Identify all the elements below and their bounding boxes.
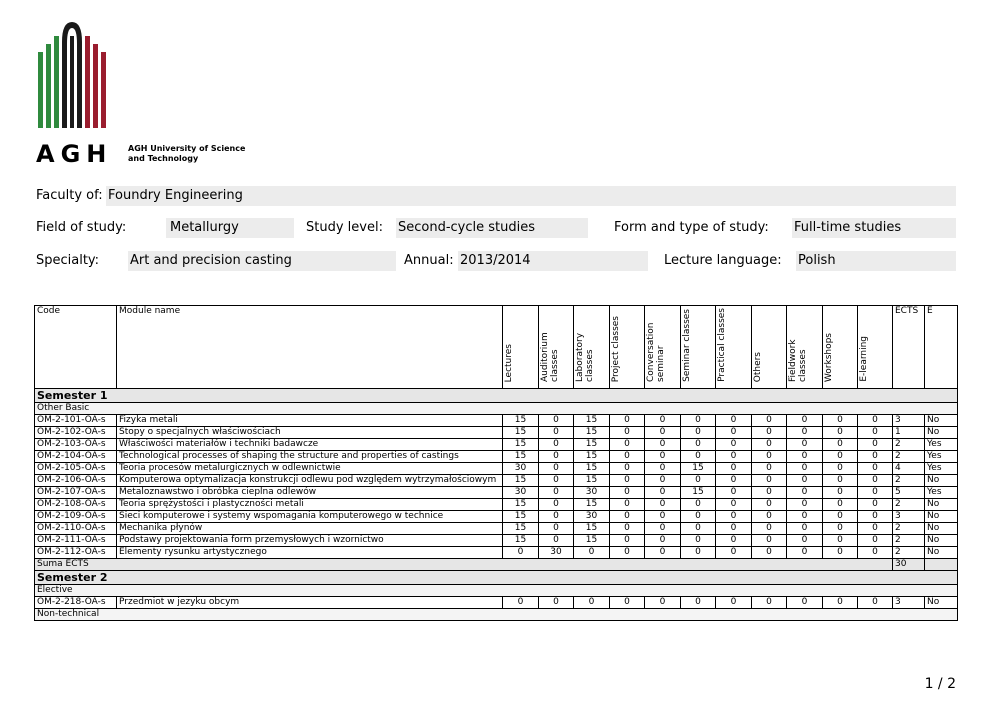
hours-cell: 0 [752, 463, 787, 475]
hours-cell: 0 [503, 547, 539, 559]
group-other-basic-cell: Other Basic [35, 403, 958, 415]
hours-cell: 0 [752, 427, 787, 439]
hours-cell: 0 [716, 439, 752, 451]
hours-cell: 0 [752, 439, 787, 451]
module-code: OM-2-218-OA-s [35, 597, 117, 609]
module-name: Stopy o specjalnych właściwościach [117, 427, 503, 439]
table-row [35, 547, 958, 559]
hours-cell: 0 [823, 427, 858, 439]
group-other-basic [35, 403, 958, 415]
hours-cell: 0 [787, 463, 823, 475]
hours-cell: 0 [716, 463, 752, 475]
group-non-technical-cell: Non-technical [35, 609, 958, 621]
hours-cell: 15 [503, 415, 539, 427]
module-name: Fizyka metali [117, 415, 503, 427]
hours-cell: 0 [681, 499, 716, 511]
header-others-text: Others [753, 351, 763, 382]
hours-cell: 0 [610, 427, 645, 439]
exam-cell: No [925, 427, 958, 439]
header-elearning-text: E-learning [859, 336, 869, 382]
hours-cell: 0 [610, 523, 645, 535]
module-name: Elementy rysunku artystycznego [117, 547, 503, 559]
hours-cell: 0 [539, 451, 574, 463]
header-code: Code [35, 306, 117, 389]
hours-cell: 0 [610, 463, 645, 475]
hours-cell: 0 [752, 499, 787, 511]
hours-cell: 30 [574, 511, 610, 523]
hours-cell: 0 [716, 511, 752, 523]
group-elective [35, 585, 958, 597]
hours-cell: 0 [858, 535, 893, 547]
header-lectures-text: Lectures [504, 343, 514, 382]
hours-cell: 0 [858, 463, 893, 475]
module-name: Sieci komputerowe i systemy wspomagania komputerowego w technice [117, 511, 503, 523]
hours-cell: 0 [858, 523, 893, 535]
field-value [166, 218, 294, 238]
hours-cell: 0 [716, 487, 752, 499]
exam-cell: Yes [925, 487, 958, 499]
hours-cell: 0 [752, 415, 787, 427]
faculty-label: Faculty of: [36, 188, 103, 203]
hours-cell: 0 [681, 597, 716, 609]
module-code: OM-2-101-OA-s [35, 415, 117, 427]
suma-ects-row-cell: Suma ECTS [35, 559, 893, 571]
module-code: OM-2-110-OA-s [35, 523, 117, 535]
module-name: Podstawy projektowania form przemysłowych i wzornictwo [117, 535, 503, 547]
hours-cell: 0 [539, 463, 574, 475]
hours-cell: 0 [787, 597, 823, 609]
hours-cell: 0 [716, 415, 752, 427]
header-ects: ECTS [893, 306, 925, 389]
ects-cell: 5 [893, 487, 925, 499]
exam-cell: No [925, 523, 958, 535]
exam-cell: No [925, 415, 958, 427]
hours-cell: 0 [645, 475, 681, 487]
module-code: OM-2-103-OA-s [35, 439, 117, 451]
hours-cell: 0 [539, 597, 574, 609]
header-auditorium [539, 306, 574, 389]
ects-cell: 2 [893, 547, 925, 559]
hours-cell: 0 [503, 597, 539, 609]
hours-cell: 30 [574, 487, 610, 499]
group-non-technical [35, 609, 958, 621]
hours-cell: 0 [610, 511, 645, 523]
hours-cell: 0 [858, 487, 893, 499]
annual-value: 2013/2014 [458, 251, 648, 271]
hours-cell: 0 [752, 535, 787, 547]
hours-cell: 0 [752, 511, 787, 523]
agh-fullname [128, 144, 245, 164]
hours-cell: 0 [752, 475, 787, 487]
hours-cell: 0 [539, 439, 574, 451]
hours-cell: 0 [681, 547, 716, 559]
hours-cell: 15 [574, 475, 610, 487]
module-name: Teoria sprężystości i plastyczności metali [117, 499, 503, 511]
module-name: Technological processes of shaping the structure and properties of castings [117, 451, 503, 463]
hours-cell: 0 [752, 451, 787, 463]
semester-1-title [35, 389, 958, 403]
hours-cell: 0 [645, 523, 681, 535]
hours-cell: 0 [645, 511, 681, 523]
header-others [752, 306, 787, 389]
hours-cell: 0 [823, 475, 858, 487]
exam-cell: Yes [925, 463, 958, 475]
hours-cell: 0 [858, 475, 893, 487]
hours-cell: 0 [858, 511, 893, 523]
hours-cell: 0 [539, 487, 574, 499]
exam-cell: Yes [925, 439, 958, 451]
hours-cell: 0 [716, 535, 752, 547]
hours-cell: 30 [539, 547, 574, 559]
hours-cell: 15 [574, 427, 610, 439]
exam-cell: No [925, 475, 958, 487]
hours-cell: 15 [574, 523, 610, 535]
header-laboratory [574, 306, 610, 389]
module-name: Właściwości materiałów i techniki badawcze [117, 439, 503, 451]
ects-cell: 2 [893, 451, 925, 463]
field-label: Field of study: [36, 220, 127, 235]
hours-cell: 0 [858, 415, 893, 427]
module-code: OM-2-111-OA-s [35, 535, 117, 547]
ects-cell: 2 [893, 499, 925, 511]
hours-cell: 0 [823, 415, 858, 427]
exam-cell: Yes [925, 451, 958, 463]
agh-fullname-line2: and Technology [128, 154, 199, 163]
header-practical-text: Practical classes [717, 308, 727, 382]
header-practical [716, 306, 752, 389]
hours-cell: 15 [574, 439, 610, 451]
semester-2-title-cell: Semester 2 [35, 571, 958, 585]
hours-cell: 0 [858, 597, 893, 609]
table-row [35, 535, 958, 547]
hours-cell: 0 [858, 427, 893, 439]
module-code: OM-2-109-OA-s [35, 511, 117, 523]
header-lectures [503, 306, 539, 389]
table-row [35, 427, 958, 439]
hours-cell: 0 [645, 547, 681, 559]
module-name: Mechanika płynów [117, 523, 503, 535]
hours-cell: 0 [681, 535, 716, 547]
header-conversation [645, 306, 681, 389]
hours-cell: 0 [681, 415, 716, 427]
hours-cell: 0 [539, 415, 574, 427]
hours-cell: 0 [716, 597, 752, 609]
specialty-value: Art and precision casting [128, 251, 396, 271]
suma-ects-value: 30 [893, 559, 925, 571]
hours-cell: 0 [645, 535, 681, 547]
hours-cell: 0 [610, 439, 645, 451]
hours-cell: 0 [574, 597, 610, 609]
hours-cell: 0 [858, 499, 893, 511]
form-label: Form and type of study: [614, 220, 769, 235]
header-fieldwork-text: Fieldwork classes [788, 339, 808, 382]
hours-cell: 0 [787, 415, 823, 427]
field-value-text: Metallurgy [170, 220, 239, 235]
specialty-label: Specialty: [36, 253, 100, 268]
table-row [35, 415, 958, 427]
hours-cell: 0 [645, 451, 681, 463]
hours-cell: 0 [823, 511, 858, 523]
ects-cell: 3 [893, 415, 925, 427]
hours-cell: 15 [503, 511, 539, 523]
level-label: Study level: [306, 220, 383, 235]
module-code: OM-2-112-OA-s [35, 547, 117, 559]
hours-cell: 15 [503, 475, 539, 487]
hours-cell: 15 [574, 415, 610, 427]
modules-table [34, 305, 958, 621]
hours-cell: 0 [787, 427, 823, 439]
module-name: Przedmiot w jezyku obcym [117, 597, 503, 609]
header-project-text: Project classes [611, 315, 621, 382]
hours-cell: 0 [610, 499, 645, 511]
hours-cell: 15 [681, 463, 716, 475]
hours-cell: 0 [610, 547, 645, 559]
agh-logo [36, 22, 108, 134]
hours-cell: 0 [858, 451, 893, 463]
hours-cell: 0 [823, 439, 858, 451]
hours-cell: 0 [681, 523, 716, 535]
hours-cell: 0 [681, 439, 716, 451]
hours-cell: 15 [574, 463, 610, 475]
hours-cell: 0 [645, 439, 681, 451]
hours-cell: 0 [787, 511, 823, 523]
header-laboratory-text: Laboratory classes [575, 332, 595, 382]
hours-cell: 0 [681, 427, 716, 439]
table-row [35, 475, 958, 487]
hours-cell: 0 [752, 597, 787, 609]
hours-cell: 0 [645, 487, 681, 499]
hours-cell: 15 [503, 451, 539, 463]
hours-cell: 0 [823, 487, 858, 499]
exam-cell: No [925, 547, 958, 559]
table-row [35, 597, 958, 609]
hours-cell: 0 [645, 499, 681, 511]
hours-cell: 0 [539, 523, 574, 535]
hours-cell: 0 [752, 487, 787, 499]
hours-cell: 30 [503, 463, 539, 475]
language-value: Polish [796, 251, 956, 271]
header-seminar-text: Seminar classes [682, 309, 692, 382]
header-seminar [681, 306, 716, 389]
hours-cell: 0 [574, 547, 610, 559]
exam-cell: No [925, 597, 958, 609]
ects-cell: 3 [893, 511, 925, 523]
hours-cell: 0 [610, 451, 645, 463]
hours-cell: 0 [787, 487, 823, 499]
hours-cell: 0 [681, 511, 716, 523]
semester-1-title-cell: Semester 1 [35, 389, 958, 403]
hours-cell: 0 [645, 427, 681, 439]
hours-cell: 0 [858, 439, 893, 451]
hours-cell: 0 [539, 511, 574, 523]
table-row [35, 451, 958, 463]
module-code: OM-2-105-OA-s [35, 463, 117, 475]
ects-cell: 2 [893, 535, 925, 547]
hours-cell: 0 [787, 547, 823, 559]
hours-cell: 0 [610, 535, 645, 547]
hours-cell: 0 [716, 499, 752, 511]
suma-ects-empty [925, 559, 958, 571]
module-code: OM-2-107-OA-s [35, 487, 117, 499]
hours-cell: 0 [681, 475, 716, 487]
header-elearning [858, 306, 893, 389]
module-code: OM-2-106-OA-s [35, 475, 117, 487]
header-exam: E [925, 306, 958, 389]
hours-cell: 0 [645, 415, 681, 427]
module-code: OM-2-102-OA-s [35, 427, 117, 439]
header-project [610, 306, 645, 389]
form-value: Full-time studies [792, 218, 956, 238]
hours-cell: 15 [503, 535, 539, 547]
hours-cell: 0 [610, 415, 645, 427]
header-auditorium-text: Auditorium classes [540, 332, 560, 382]
ects-cell: 2 [893, 523, 925, 535]
hours-cell: 15 [503, 427, 539, 439]
table-row [35, 523, 958, 535]
hours-cell: 0 [787, 535, 823, 547]
language-label: Lecture language: [664, 253, 782, 268]
hours-cell: 0 [539, 499, 574, 511]
hours-cell: 15 [574, 535, 610, 547]
agh-logo-graphic [36, 22, 108, 130]
semester-2-title [35, 571, 958, 585]
table-header-row [35, 306, 958, 389]
header-fieldwork [787, 306, 823, 389]
hours-cell: 0 [645, 597, 681, 609]
hours-cell: 15 [503, 523, 539, 535]
table-row [35, 439, 958, 451]
hours-cell: 0 [645, 463, 681, 475]
hours-cell: 0 [752, 547, 787, 559]
exam-cell: No [925, 535, 958, 547]
ects-cell: 4 [893, 463, 925, 475]
agh-fullname-line1: AGH University of Science [128, 144, 246, 153]
hours-cell: 15 [574, 499, 610, 511]
agh-abbr: AGH [36, 140, 113, 168]
hours-cell: 0 [787, 439, 823, 451]
hours-cell: 0 [823, 451, 858, 463]
hours-cell: 0 [610, 597, 645, 609]
hours-cell: 0 [823, 499, 858, 511]
ects-cell: 2 [893, 439, 925, 451]
module-name: Komputerowa optymalizacja konstrukcji odlewu pod względem wytrzymałościowym [117, 475, 503, 487]
hours-cell: 0 [681, 451, 716, 463]
hours-cell: 0 [823, 535, 858, 547]
hours-cell: 0 [610, 475, 645, 487]
hours-cell: 15 [503, 499, 539, 511]
module-name: Metaloznawstwo i obróbka cieplna odlewów [117, 487, 503, 499]
table-row [35, 511, 958, 523]
header-workshops-text: Workshops [824, 332, 834, 382]
hours-cell: 0 [716, 427, 752, 439]
header-module-name: Module name [117, 306, 503, 389]
table-row [35, 499, 958, 511]
hours-cell: 0 [752, 523, 787, 535]
exam-cell: No [925, 499, 958, 511]
hours-cell: 0 [823, 547, 858, 559]
hours-cell: 15 [574, 451, 610, 463]
hours-cell: 0 [539, 475, 574, 487]
hours-cell: 0 [823, 523, 858, 535]
table-row [35, 487, 958, 499]
hours-cell: 0 [823, 463, 858, 475]
hours-cell: 0 [787, 499, 823, 511]
page-number: 1 / 2 [924, 676, 956, 692]
hours-cell: 0 [787, 523, 823, 535]
hours-cell: 15 [503, 439, 539, 451]
ects-cell: 3 [893, 597, 925, 609]
faculty-value: Foundry Engineering [106, 186, 956, 206]
hours-cell: 0 [716, 475, 752, 487]
header-conversation-text: Conversation seminar [646, 322, 666, 382]
group-elective-cell: Elective [35, 585, 958, 597]
hours-cell: 30 [503, 487, 539, 499]
hours-cell: 0 [610, 487, 645, 499]
hours-cell: 15 [681, 487, 716, 499]
annual-label: Annual: [404, 253, 454, 268]
hours-cell: 0 [716, 547, 752, 559]
hours-cell: 0 [716, 523, 752, 535]
hours-cell: 0 [858, 547, 893, 559]
module-code: OM-2-108-OA-s [35, 499, 117, 511]
hours-cell: 0 [716, 451, 752, 463]
module-name: Teoria procesów metalurgicznych w odlewnictwie [117, 463, 503, 475]
hours-cell: 0 [787, 475, 823, 487]
modules-table-body [35, 389, 958, 621]
ects-cell: 2 [893, 475, 925, 487]
module-code: OM-2-104-OA-s [35, 451, 117, 463]
header-workshops [823, 306, 858, 389]
ects-cell: 1 [893, 427, 925, 439]
table-row [35, 463, 958, 475]
exam-cell: No [925, 511, 958, 523]
hours-cell: 0 [823, 597, 858, 609]
level-value: Second-cycle studies [396, 218, 588, 238]
hours-cell: 0 [787, 451, 823, 463]
suma-ects-row [35, 559, 958, 571]
hours-cell: 0 [539, 427, 574, 439]
hours-cell: 0 [539, 535, 574, 547]
